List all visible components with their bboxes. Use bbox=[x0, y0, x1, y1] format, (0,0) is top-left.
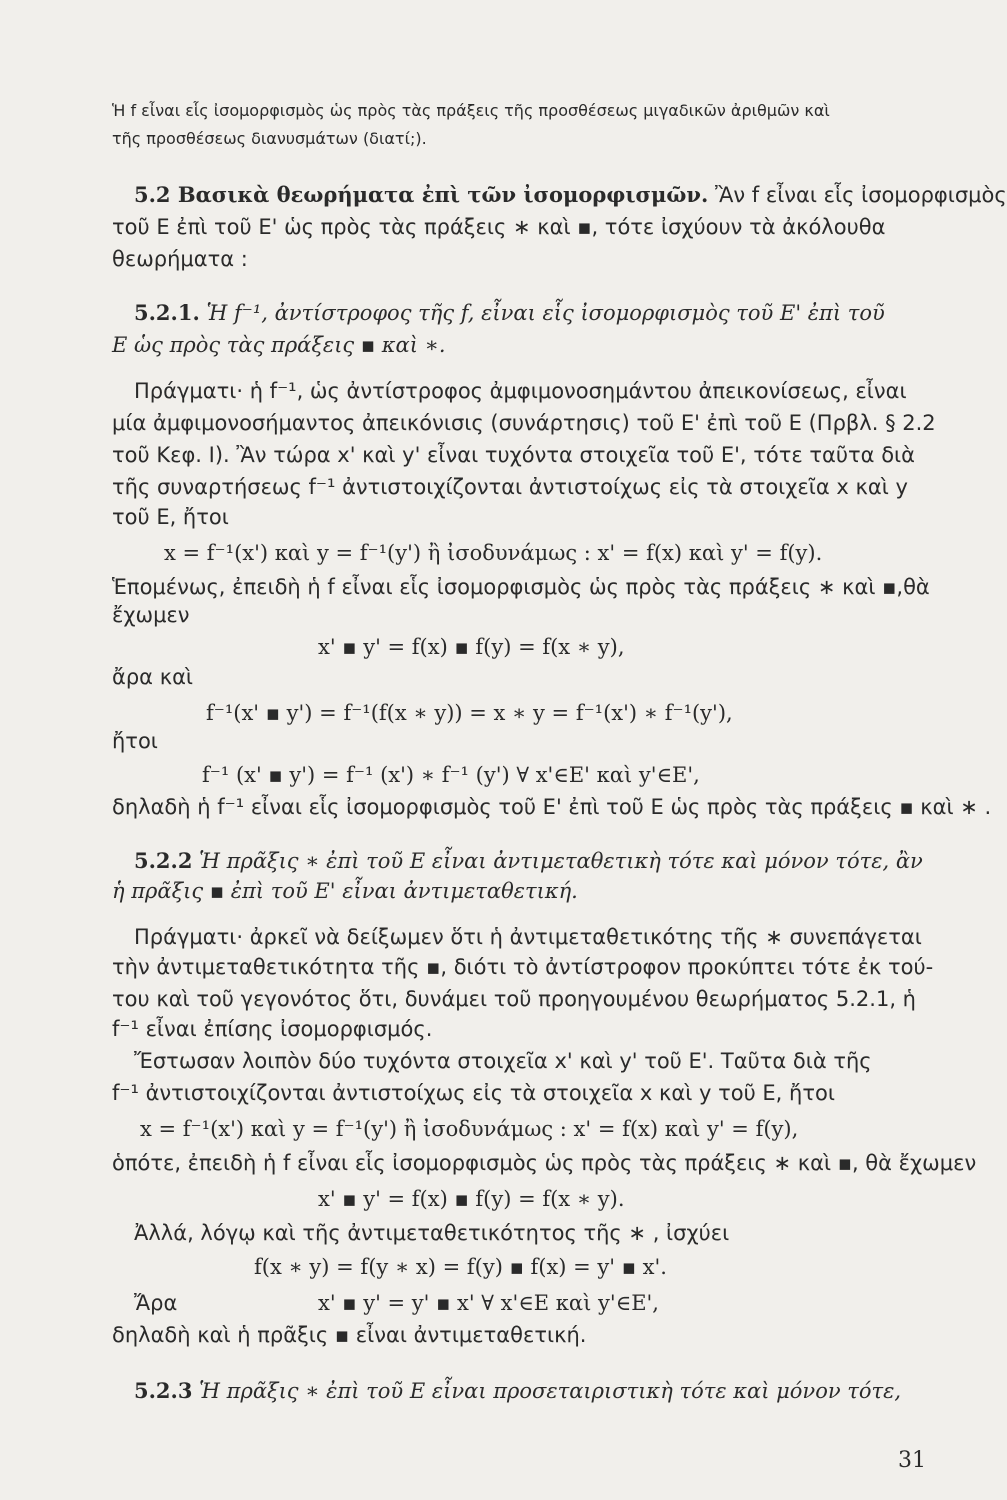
section-heading: 5.2 Βασικὰ θεωρήματα ἐπὶ τῶν ἰσομορφισμῶν. bbox=[134, 182, 709, 207]
theorem-1-equation-4: f⁻¹ (x' ▪ y') = f⁻¹ (x') ∗ f⁻¹ (y') ∀ x'∈Ε' καὶ y'∈Ε', bbox=[202, 763, 700, 787]
theorem-1-proof-line: τῆς συναρτήσεως f⁻¹ ἀντιστοιχίζονται ἀντιστοίχως εἰς τὰ στοιχεῖα x καὶ y bbox=[112, 475, 908, 499]
theorem-1-after-eq-2: ἔχωμεν bbox=[112, 603, 190, 627]
theorem-2-proof-line: f⁻¹ εἶναι ἐπίσης ἰσομορφισμός. bbox=[112, 1017, 433, 1041]
theorem-1-text: Ἡ f⁻¹, ἀντίστροφος τῆς f, εἶναι εἷς ἰσομορφισμὸς τοῦ Ε' ἐπὶ τοῦ bbox=[206, 301, 885, 325]
theorem-1-number: 5.2.1. bbox=[134, 300, 200, 325]
section-heading-rest: Ἂν f εἶναι εἷς ἰσομορφισμὸς bbox=[714, 183, 1007, 207]
section-line-2: τοῦ Ε ἐπὶ τοῦ Ε' ὡς πρὸς τὰς πράξεις ∗ καὶ ▪, τότε ἰσχύουν τὰ ἀκόλουθα bbox=[112, 215, 886, 239]
theorem-2-statement-2: ἡ πρᾶξις ▪ ἐπὶ τοῦ Ε' εἶναι ἀντιμεταθετική. bbox=[112, 879, 578, 903]
page-number: 31 bbox=[898, 1448, 926, 1473]
section-heading-line bbox=[134, 182, 1007, 208]
theorem-2-proof-line: του καὶ τοῦ γεγονότος ὅτι, δυνάμει τοῦ προηγουμένου θεωρήματος 5.2.1, ἡ bbox=[112, 987, 916, 1011]
theorem-2-equation-2: x' ▪ y' = f(x) ▪ f(y) = f(x ∗ y). bbox=[318, 1187, 625, 1211]
theorem-3-statement-1 bbox=[134, 1378, 901, 1404]
theorem-2-proof-line: τὴν ἀντιμεταθετικότητα τῆς ▪, διότι τὸ ἀντίστροφον προκύπτει τότε ἐκ τού- bbox=[112, 955, 934, 979]
theorem-1-statement-2: Ε ὡς πρὸς τὰς πράξεις ▪ καὶ ∗. bbox=[112, 333, 446, 357]
section-line-3: θεωρήματα : bbox=[112, 247, 248, 271]
theorem-2-conclusion: δηλαδὴ καὶ ἡ πρᾶξις ▪ εἶναι ἀντιμεταθετική. bbox=[112, 1323, 587, 1347]
theorem-1-statement-1 bbox=[134, 300, 885, 326]
theorem-2-alla: Ἀλλά, λόγῳ καὶ τῆς ἀντιμεταθετικότητος τῆς ∗ , ἰσχύει bbox=[134, 1221, 730, 1245]
theorem-1-proof-line: Πράγματι· ἡ f⁻¹, ὡς ἀντίστροφος ἀμφιμονοσημάντου ἀπεικονίσεως, εἶναι bbox=[134, 379, 907, 403]
intro-line-1: Ἡ f εἶναι εἷς ἰσομορφισμὸς ὡς πρὸς τὰς πράξεις τῆς προσθέσεως μιγαδικῶν ἀριθμῶν καὶ bbox=[112, 101, 830, 120]
intro-line-2: τῆς προσθέσεως διανυσμάτων (διατί;). bbox=[112, 129, 427, 148]
theorem-1-equation-3: f⁻¹(x' ▪ y') = f⁻¹(f(x ∗ y)) = x ∗ y = f⁻¹(x') ∗ f⁻¹(y'), bbox=[206, 701, 733, 725]
theorem-1-proof-line: μία ἀμφιμονοσήμαντος ἀπεικόνισις (συνάρτησις) τοῦ Ε' ἐπὶ τοῦ Ε (Πρβλ. § 2.2 bbox=[112, 411, 936, 435]
theorem-1-proof-line: τοῦ Ε, ἤτοι bbox=[112, 505, 229, 529]
theorem-2-para-2-line: f⁻¹ ἀντιστοιχίζονται ἀντιστοίχως εἰς τὰ στοιχεῖα x καὶ y τοῦ Ε, ἤτοι bbox=[112, 1081, 835, 1105]
theorem-3-text: Ἡ πρᾶξις ∗ ἐπὶ τοῦ Ε εἶναι προσεταιριστικὴ τότε καὶ μόνον τότε, bbox=[199, 1379, 902, 1403]
theorem-1-equation-2: x' ▪ y' = f(x) ▪ f(y) = f(x ∗ y), bbox=[318, 635, 625, 659]
theorem-2-equation-4: x' ▪ y' = y' ▪ x' ∀ x'∈Ε καὶ y'∈Ε', bbox=[318, 1291, 659, 1315]
theorem-1-equation-1: x = f⁻¹(x') καὶ y = f⁻¹(y') ἢ ἰσοδυνάμως : x' = f(x) καὶ y' = f(y). bbox=[164, 541, 823, 565]
theorem-3-number: 5.2.3 bbox=[134, 1378, 193, 1403]
theorem-1-after-eq-1: Ἑπομένως, ἐπειδὴ ἡ f εἶναι εἷς ἰσομορφισμὸς ὡς πρὸς τὰς πράξεις ∗ καὶ ▪,θὰ bbox=[112, 575, 930, 599]
theorem-1-ara: ἄρα καὶ bbox=[112, 665, 194, 689]
theorem-2-number: 5.2.2 bbox=[134, 848, 193, 873]
theorem-2-statement-1 bbox=[134, 848, 923, 874]
theorem-2-text: Ἡ πρᾶξις ∗ ἐπὶ τοῦ Ε εἶναι ἀντιμεταθετικὴ τότε καὶ μόνον τότε, ἂν bbox=[199, 849, 923, 873]
theorem-2-para-2-line: Ἔστωσαν λοιπὸν δύο τυχόντα στοιχεῖα x' καὶ y' τοῦ Ε'. Ταῦτα διὰ τῆς bbox=[134, 1049, 872, 1073]
theorem-2-proof-line: Πράγματι· ἀρκεῖ νὰ δείξωμεν ὅτι ἡ ἀντιμεταθετικότης τῆς ∗ συνεπάγεται bbox=[134, 925, 922, 949]
theorem-1-conclusion: δηλαδὴ ἡ f⁻¹ εἶναι εἷς ἰσομορφισμὸς τοῦ Ε' ἐπὶ τοῦ Ε ὡς πρὸς τὰς πράξεις ▪ καὶ ∗ . bbox=[112, 795, 992, 819]
theorem-2-equation-1: x = f⁻¹(x') καὶ y = f⁻¹(y') ἢ ἰσοδυνάμως : x' = f(x) καὶ y' = f(y), bbox=[140, 1117, 799, 1141]
theorem-2-ara: Ἄρα bbox=[134, 1291, 178, 1315]
theorem-2-after-eq-1: ὁπότε, ἐπειδὴ ἡ f εἶναι εἷς ἰσομορφισμὸς ὡς πρὸς τὰς πράξεις ∗ καὶ ▪, θὰ ἔχωμεν bbox=[112, 1151, 977, 1175]
theorem-1-proof-line: τοῦ Κεφ. Ι). Ἂν τώρα x' καὶ y' εἶναι τυχόντα στοιχεῖα τοῦ Ε', τότε ταῦτα διὰ bbox=[112, 443, 915, 467]
theorem-1-itoi: ἤτοι bbox=[112, 729, 158, 753]
theorem-2-equation-3: f(x ∗ y) = f(y ∗ x) = f(y) ▪ f(x) = y' ▪ x'. bbox=[254, 1255, 667, 1279]
